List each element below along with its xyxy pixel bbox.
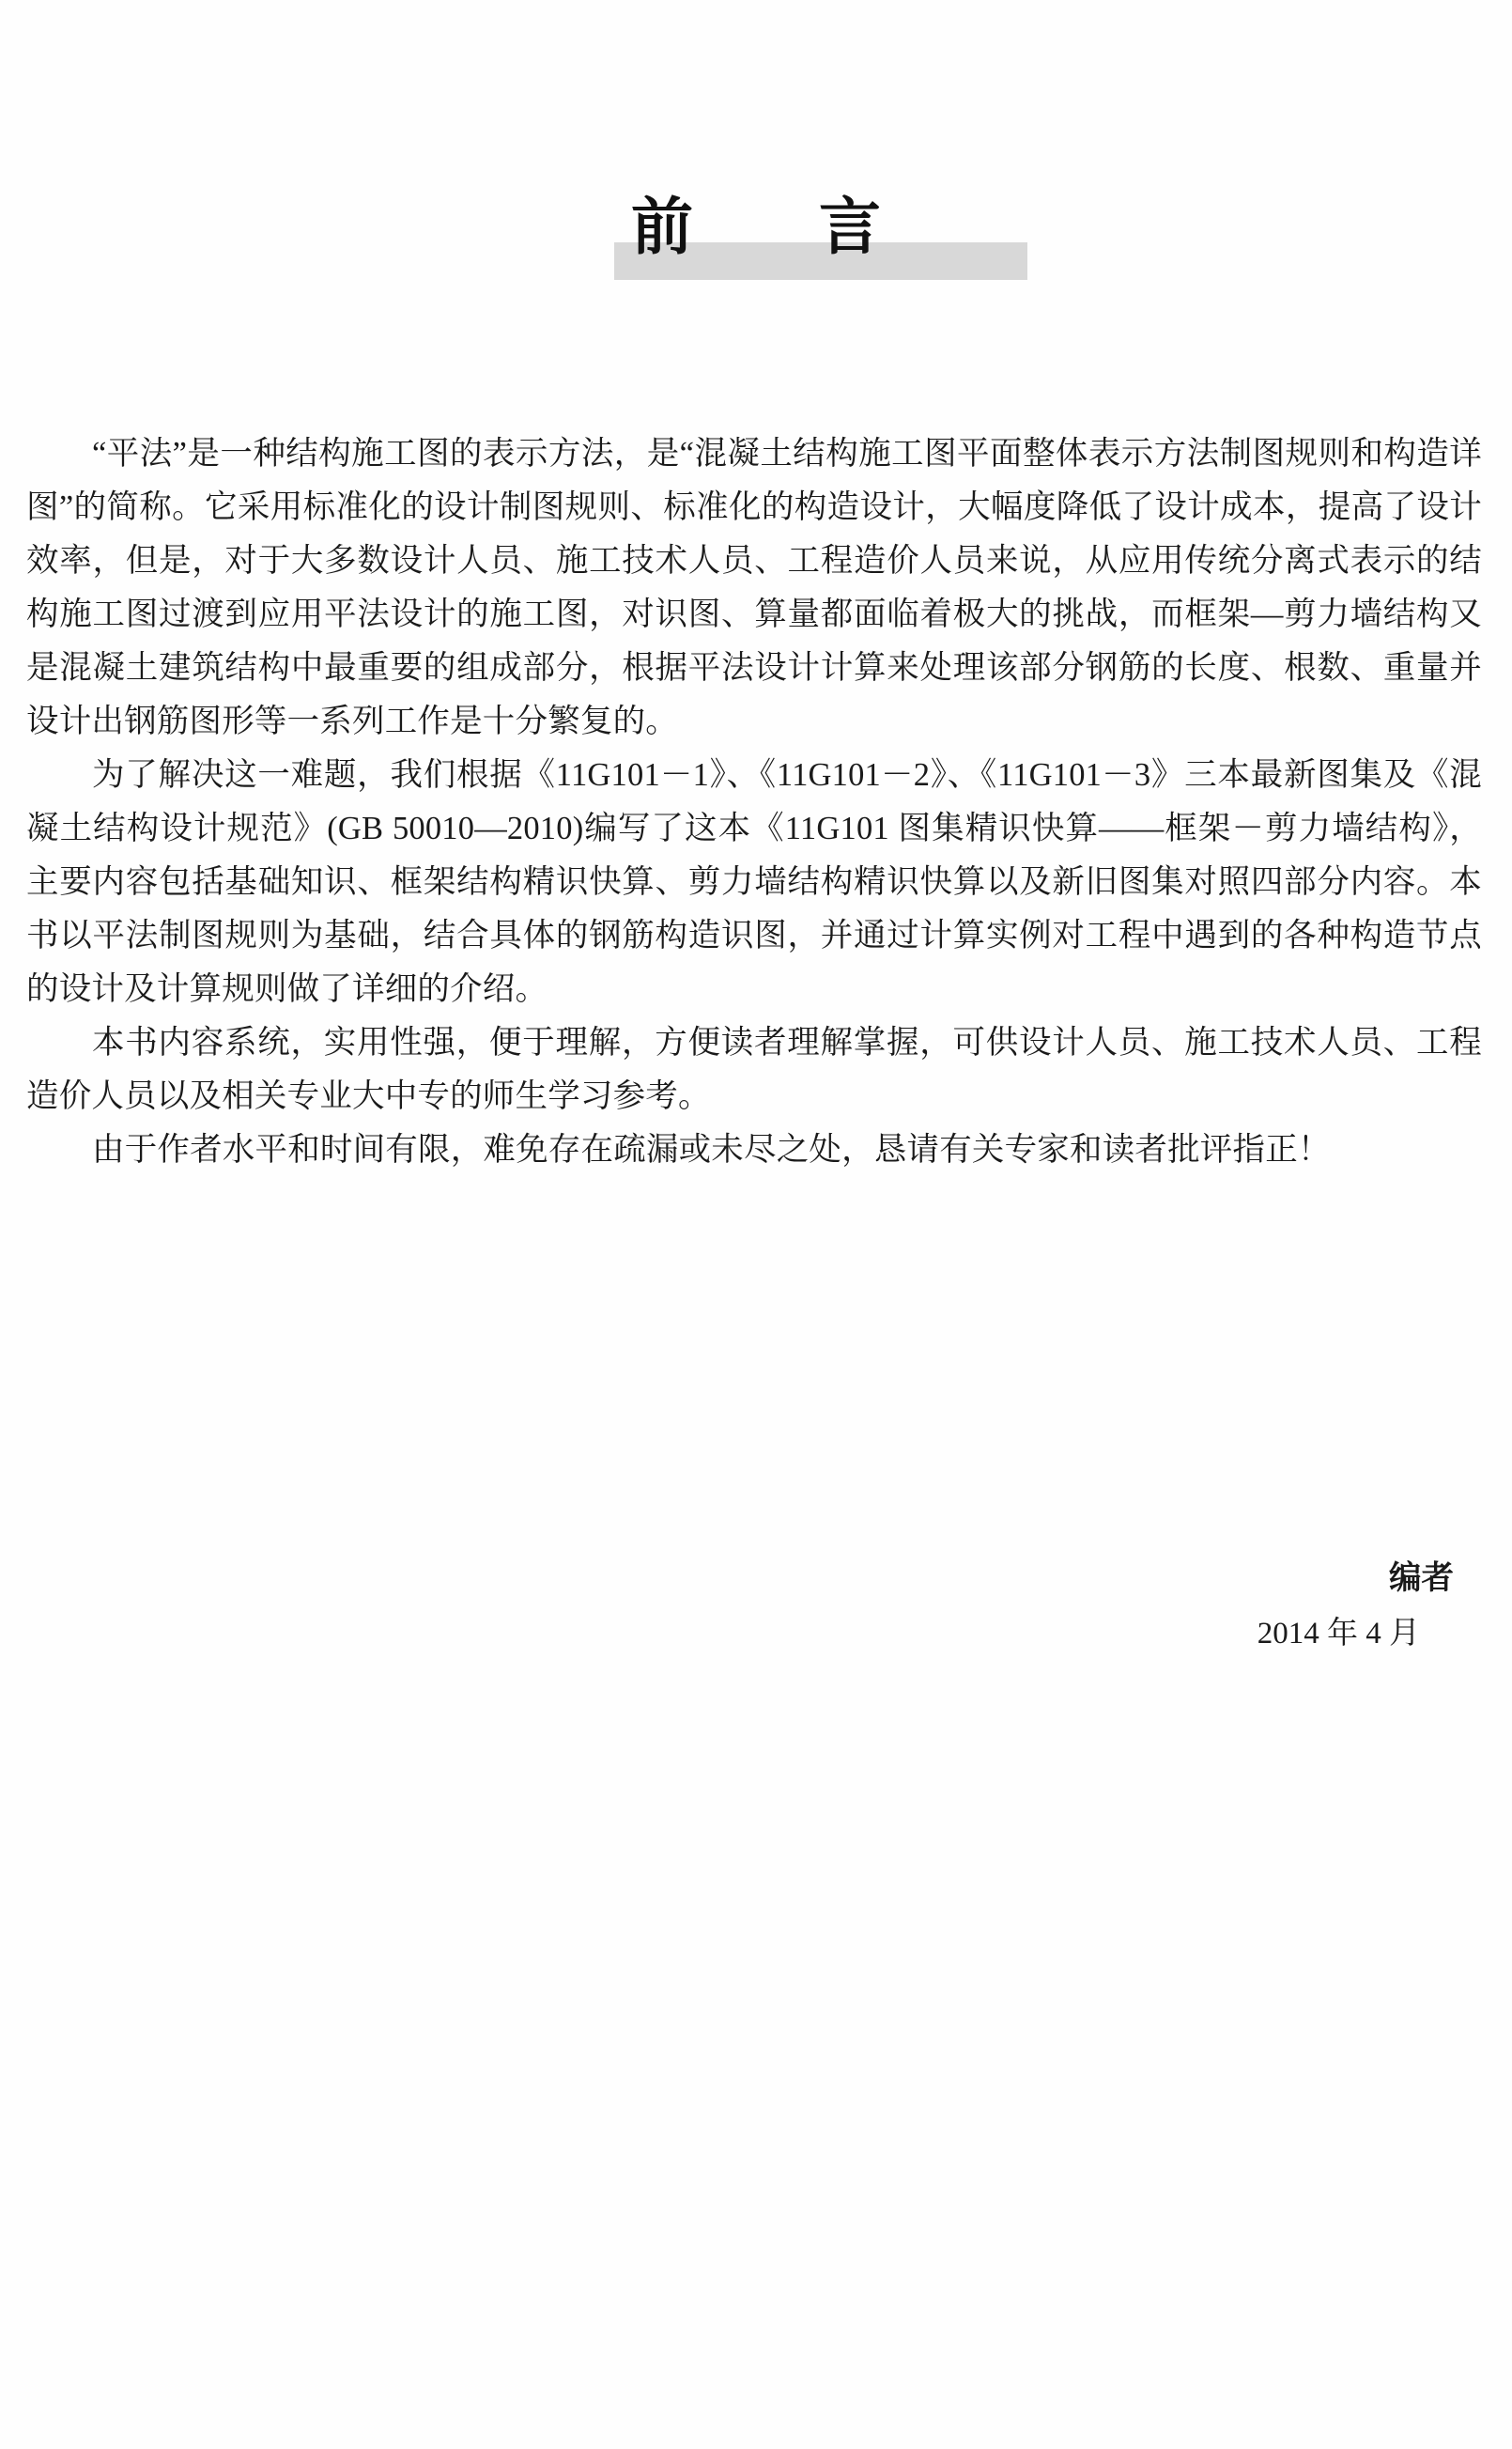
signature-author: 编者 (1389, 1560, 1454, 1596)
page-title-block (0, 188, 1512, 266)
signature-block (26, 1550, 1454, 1661)
page-title: 前 言 (631, 190, 913, 263)
paragraph-1: “平法”是一种结构施工图的表示方法，是“混凝土结构施工图平面整体表示方法制图规则和构造详图”的简称。它采用标准化的设计制图规则、标准化的构造设计，大幅度降低了设计成本，提高了设计效率，但是，对于大多数设计人员、施工技术人员、工程造价人员来说，从应用传统分离式表示的结构施工图过渡到应用平法设计的施工图，对识图、算量都面临着极大的挑战，而框架—剪力墙结构又是混凝土建筑结构中最重要的组成部分，根据平法设计计算来处理该部分钢筋的长度、根数、重量并设计出钢筋图形等一系列工作是十分繁复的。 (26, 436, 1482, 739)
paragraph-3: 本书内容系统，实用性强，便于理解，方便读者理解掌握，可供设计人员、施工技术人员、工程造价人员以及相关专业大中专的师生学习参考。 (26, 1025, 1482, 1114)
preface-body (26, 427, 1482, 1177)
signature-date: 2014 年 4 月 (1257, 1617, 1420, 1651)
paragraph-4: 由于作者水平和时间有限，难免存在疏漏或未尽之处，恳请有关专家和读者批评指正！ (92, 1132, 1331, 1168)
paragraph-2: 为了解决这一难题，我们根据《11G101－1》、《11G101－2》、《11G101－3》三本最新图集及《混凝土结构设计规范》(GB 50010—2010)编写了这本《11G101 图集精识快算——框架－剪力墙结构》，主要内容包括基础知识、框架结构精识快算、剪力墙结构精识快算以及新旧图集对照四部分内容。本书以平法制图规则为基础，结合具体的钢筋构造识图，并通过计算实例对工程中遇到的各种构造节点的设计及计算规则做了详细的介绍。 (26, 757, 1482, 1007)
title-band (590, 188, 922, 266)
